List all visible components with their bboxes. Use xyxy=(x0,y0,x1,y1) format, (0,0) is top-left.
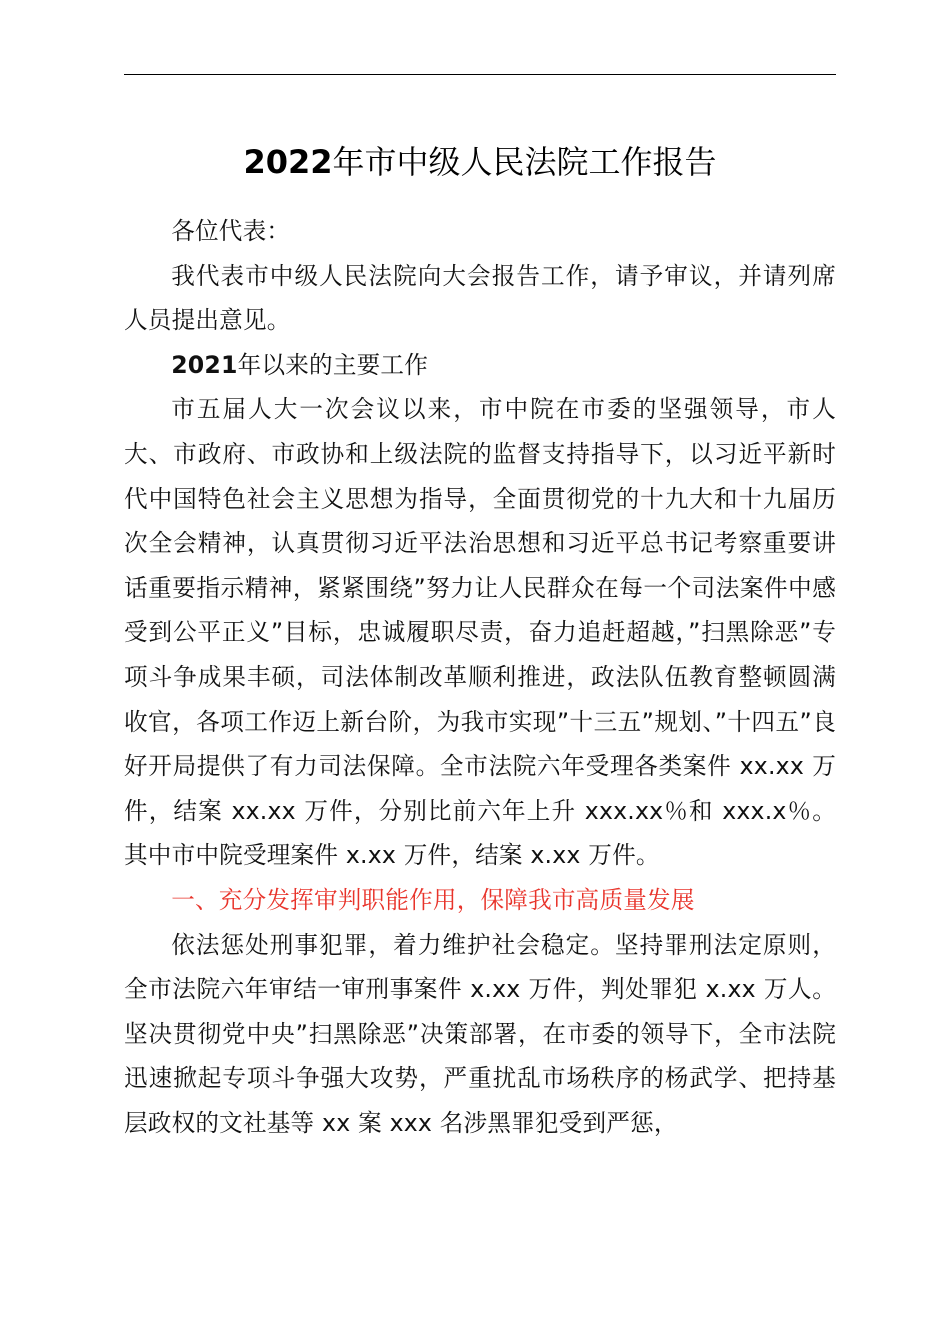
section-heading xyxy=(124,343,836,388)
section-heading-text: 年以来的主要工作 xyxy=(237,350,429,379)
document-title xyxy=(124,140,836,184)
criminal-paragraph: 依法惩处刑事犯罪，着力维护社会稳定。坚持罪刑法定原则，全市法院六年审结一审刑事案件 x.xx 万件，判处罪犯 x.xx 万人。坚决贯彻党中央”扫黑除恶”决策部署，在市委的领导下，全市法院迅速掀起专项斗争强大攻势，严重扰乱市场秩序的杨武学、把持基层政权的文社基等 xx 案 xxx 名涉黑罪犯受到严惩， xyxy=(124,930,836,1137)
header-rule xyxy=(124,74,836,75)
title-year: 2022 xyxy=(243,143,333,181)
salutation: 各位代表： xyxy=(171,217,291,245)
intro-paragraph: 我代表市中级人民法院向大会报告工作，请予审议，并请列席人员提出意见。 xyxy=(124,261,836,335)
title-text: 年市中级人民法院工作报告 xyxy=(332,143,717,181)
section-heading-year: 2021 xyxy=(171,350,238,379)
overview-paragraph: 市五届人大一次会议以来，市中院在市委的坚强领导，市人大、市政府、市政协和上级法院的监督支持指导下，以习近平新时代中国特色社会主义思想为指导，全面贯彻党的十九大和十九届历次全会精神，认真贯彻习近平法治思想和习近平总书记考察重要讲话重要指示精神，紧紧围绕”努力让人民群众在每一个司法案件中感受到公平正义”目标，忠诚履职尽责，奋力追赶超越，”扫黑除恶”专项斗争成果丰硕，司法体制改革顺利推进，政法队伍教育整顿圆满收官，各项工作迈上新台阶，为我市实现”十三五”规划、”十四五”良好开局提供了有力司法保障。全市法院六年受理各类案件 xx.xx 万件，结案 xx.xx 万件，分别比前六年上升 xxx.xx％和 xxx.x％。其中市中院受理案件 x.xx 万件，结案 x.xx 万件。 xyxy=(124,395,836,870)
document-body xyxy=(124,209,836,1145)
part-one-heading: 一、充分发挥审判职能作用，保障我市高质量发展 xyxy=(171,885,695,914)
